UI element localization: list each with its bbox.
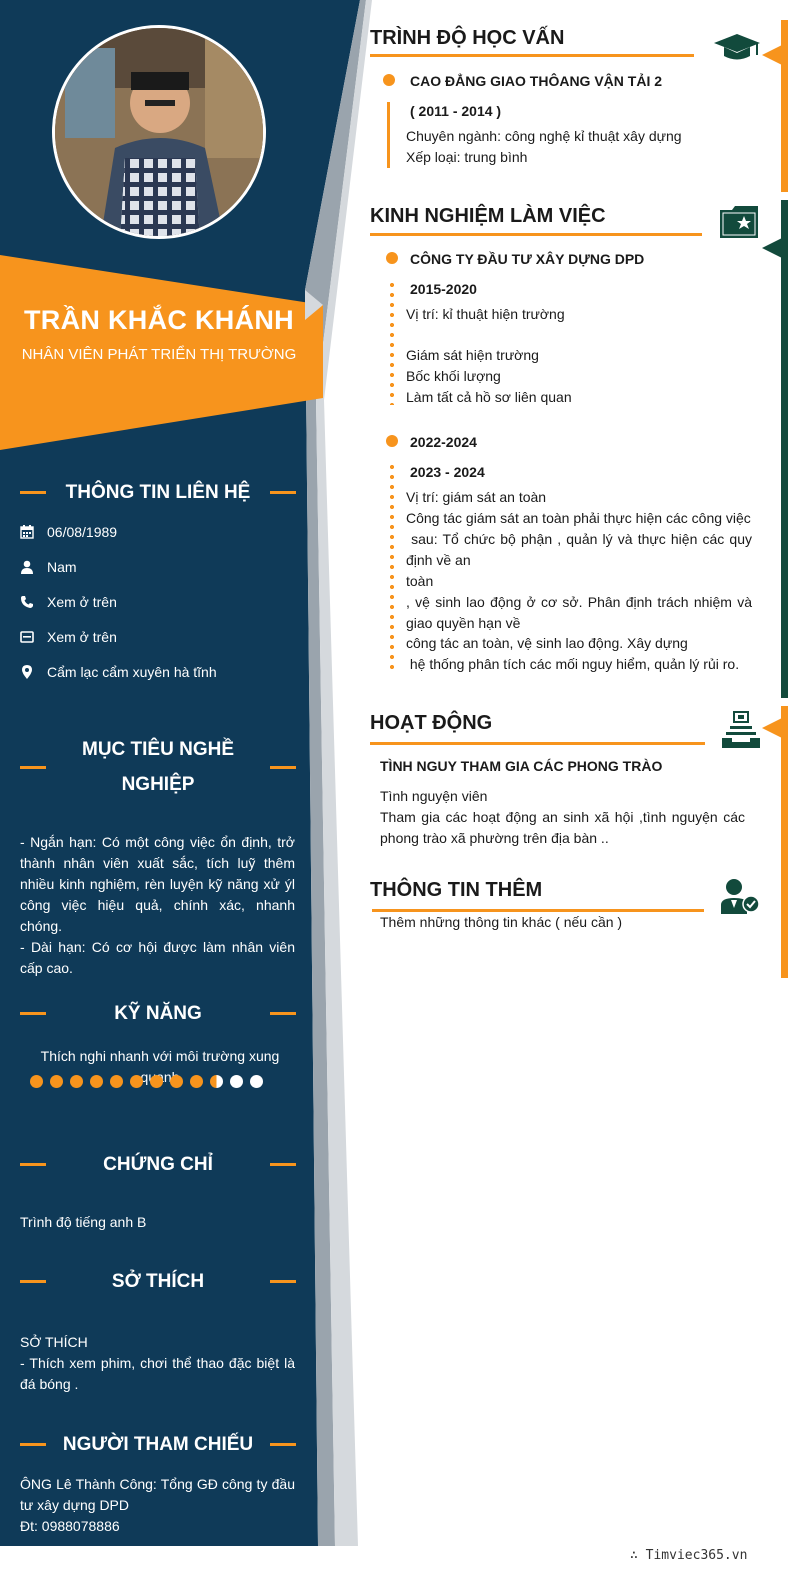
contact-phone — [20, 594, 117, 610]
full-name: TRẦN KHẮC KHÁNH — [24, 305, 294, 335]
job2-duty: sau: Tổ chức bộ phận , quản lý và thực hiện các quy định về an — [406, 531, 756, 568]
references-section-header — [20, 1427, 296, 1462]
job2-period: 2023 - 2024 — [410, 464, 485, 480]
education-title: TRÌNH ĐỘ HỌC VẤN — [370, 27, 565, 49]
birthday-value: 06/08/1989 — [47, 524, 118, 540]
skill-rating — [30, 1075, 263, 1088]
contact-birthday — [20, 524, 117, 540]
activity-text: Tham gia các hoạt động an sinh xã hội ,tình nguyện các phong trào xã phường trên địa bàn .. — [380, 809, 745, 846]
objective-text: - Ngắn hạn: Có một công việc ổn định, trở thành nhân viên xuất sắc, tích luỹ thêm nhiều kinh nghiệm, rèn luyện kỹ năng xử ýl công việc hiệu quả, chính xác, nhanh chóng. - Dài hạn: Có cơ hội được làm nhân viên cấp cao. — [20, 834, 295, 976]
education-school: CAO ĐẲNG GIAO THÔANG VẬN TẢI 2 — [410, 73, 663, 89]
job1-position: Vị trí: kỉ thuật hiện trường — [406, 306, 565, 322]
certificates-title: CHỨNG CHỈ — [103, 1154, 213, 1175]
job2-duty: , vệ sinh lao động ở cơ sở. Phân định trách nhiệm và giao quyền hạn về — [406, 594, 752, 631]
job2-timeline — [390, 462, 394, 672]
skills-title: KỸ NĂNG — [114, 1003, 202, 1024]
graduation-cap-icon — [714, 32, 760, 67]
experience-underline — [370, 233, 702, 236]
contact-email — [20, 629, 117, 645]
education-major: Chuyên ngành: công nghệ kỉ thuật xây dựng — [406, 128, 682, 144]
references-line2: Đt: 0988078886 — [20, 1518, 120, 1534]
job2-bullet — [386, 435, 398, 447]
education-grade: Xếp loại: trung bình — [406, 149, 528, 165]
skills-section-header — [20, 996, 296, 1031]
extra-text: Thêm những thông tin khác ( nếu cần ) — [380, 914, 623, 930]
job-title: NHÂN VIÊN PHÁT TRIỂN THỊ TRƯỜNG — [21, 346, 297, 363]
activities-edge-bar — [781, 706, 788, 978]
job1-duty: Giám sát hiện trường — [406, 347, 539, 363]
objective-section-header — [20, 732, 296, 802]
job1-duty: Làm tất cả hồ sơ liên quan — [406, 389, 572, 405]
certificates-section-header — [20, 1147, 296, 1182]
calendar-icon — [20, 525, 34, 539]
hobbies-label: SỞ THÍCH — [20, 1334, 88, 1350]
job1-duty: Bốc khối lượng — [406, 368, 501, 384]
job2-position: Vị trí: giám sát an toàn — [406, 489, 547, 505]
skill-dot — [250, 1075, 263, 1088]
email-icon — [20, 630, 34, 644]
education-underline — [370, 54, 694, 57]
job1-timeline — [390, 280, 394, 405]
references-title: NGƯỜI THAM CHIẾU — [62, 1434, 254, 1455]
skill-dot — [170, 1075, 183, 1088]
experience-edge-marker — [762, 238, 782, 258]
skill-dot — [150, 1075, 163, 1088]
skill-name: Thích nghi nhanh với môi trường xung — [40, 1048, 280, 1064]
hobbies-text: - Thích xem phim, chơi thể thao đặc biệt là đá bóng . — [20, 1355, 295, 1392]
activity-role: Tình nguyện viên — [380, 788, 488, 804]
phone-value[interactable]: Xem ở trên — [47, 594, 117, 610]
name-block — [0, 305, 318, 363]
contact-address — [20, 664, 217, 680]
activities-title: HOẠT ĐỘNG — [370, 712, 493, 734]
education-edge-marker — [762, 45, 782, 65]
skill-dot — [190, 1075, 203, 1088]
skill-dot — [50, 1075, 63, 1088]
footer-watermark: ∴ Timviec365.vn — [630, 1548, 748, 1563]
skill-dot — [110, 1075, 123, 1088]
job2-company: 2022-2024 — [410, 434, 477, 450]
experience-title: KINH NGHIỆM LÀM VIỆC — [370, 205, 606, 227]
contact-section-header — [20, 475, 296, 510]
activity-stairs-icon — [722, 710, 760, 753]
certificates-text: Trình độ tiếng anh B — [20, 1214, 147, 1230]
extra-title: THÔNG TIN THÊM — [370, 879, 543, 901]
job2-duty: công tác an toàn, vệ sinh lao động. Xây dựng — [406, 635, 688, 651]
experience-edge-bar — [781, 200, 788, 698]
skill-dot — [130, 1075, 143, 1088]
education-edge-bar — [781, 20, 788, 192]
phone-icon — [20, 595, 34, 609]
skill-dot — [230, 1075, 243, 1088]
references-line1: ÔNG Lê Thành Công: Tổng GĐ công ty đầu tư xây dựng DPD — [20, 1476, 295, 1513]
skill-dot — [30, 1075, 43, 1088]
job2-duty: hệ thống phân tích các mối nguy hiểm, quản lý rủi ro. — [406, 656, 740, 672]
objective-title: MỤC TIÊU NGHỀ NGHIỆP — [82, 739, 234, 795]
activity-heading: TÌNH NGUY THAM GIA CÁC PHONG TRÀO — [380, 758, 663, 774]
address-value: Cẩm lạc cẩm xuyên hà tĩnh — [47, 664, 217, 680]
job2-duty: Công tác giám sát an toàn phải thực hiện các công việc — [406, 510, 751, 526]
hobbies-title: SỞ THÍCH — [111, 1271, 205, 1292]
folder-star-icon — [720, 206, 758, 243]
location-icon — [20, 665, 34, 679]
email-value[interactable]: Xem ở trên — [47, 629, 117, 645]
job1-bullet — [386, 252, 398, 264]
avatar — [52, 25, 266, 239]
user-icon — [20, 560, 34, 574]
job1-period: 2015-2020 — [410, 281, 477, 297]
job2-duty: toàn — [406, 573, 434, 589]
education-bullet — [383, 74, 395, 86]
skill-dot — [90, 1075, 103, 1088]
education-period: ( 2011 - 2014 ) — [410, 103, 502, 119]
contact-gender — [20, 559, 77, 575]
job1-company: CÔNG TY ĐẦU TƯ XÂY DỰNG DPD — [410, 251, 645, 267]
skill-dot — [70, 1075, 83, 1088]
skill-dot — [210, 1075, 223, 1088]
education-timeline — [387, 102, 390, 168]
gender-value: Nam — [47, 559, 77, 575]
activities-underline — [370, 742, 705, 745]
contact-title: THÔNG TIN LIÊN HỆ — [65, 482, 251, 503]
activities-edge-marker — [762, 718, 782, 738]
hobbies-section-header — [20, 1264, 296, 1299]
